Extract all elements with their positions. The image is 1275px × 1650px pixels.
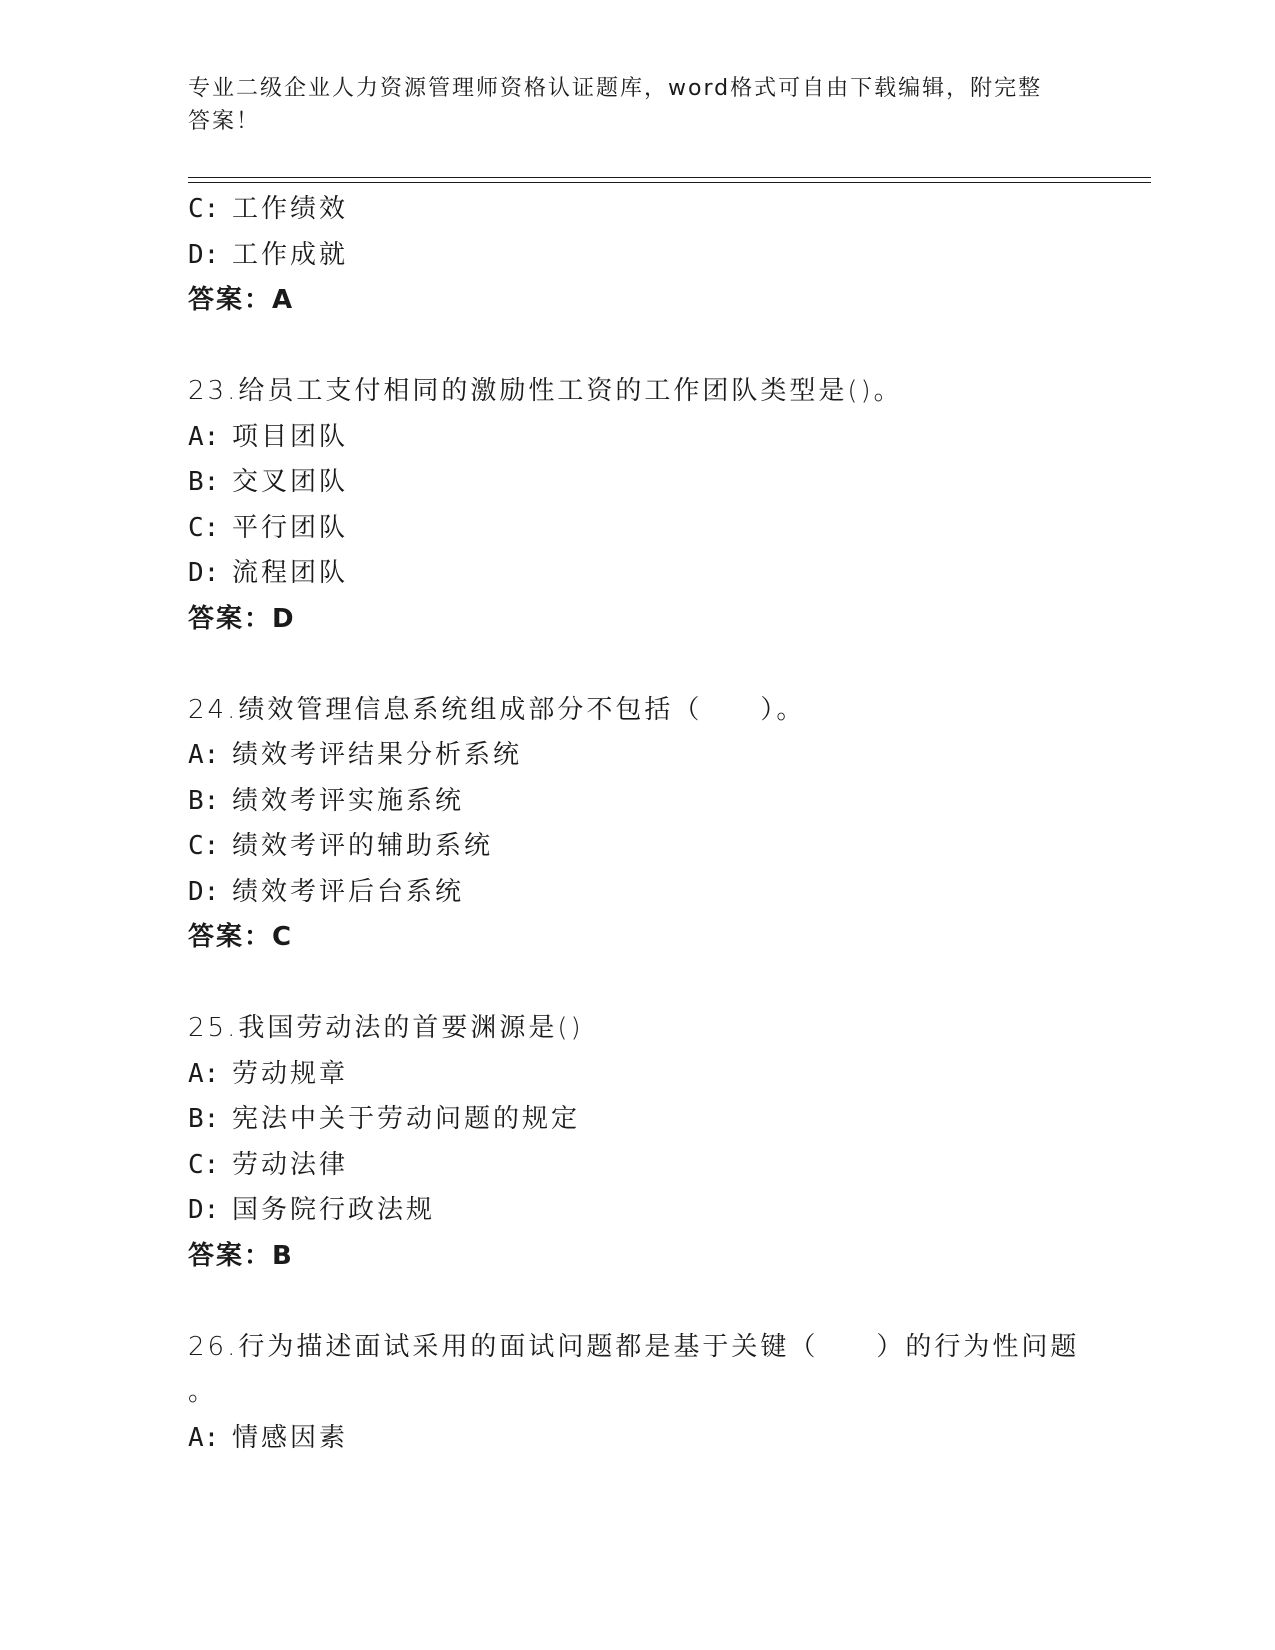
option-label: C: — [188, 512, 220, 543]
answer-line: 答案：A — [188, 285, 295, 315]
option-text: 流程团队 — [232, 558, 349, 588]
option-label: C: — [188, 1149, 220, 1180]
option-label: A: — [188, 1422, 220, 1453]
option-label: A: — [188, 1058, 220, 1089]
option-label: C: — [188, 194, 220, 224]
option-item — [188, 551, 1088, 597]
option-text: 劳动法律 — [232, 1149, 349, 1180]
header-line-2: 答案！ — [188, 109, 261, 134]
option-text: 绩效考评结果分析系统 — [232, 740, 523, 770]
option-item — [188, 1052, 1088, 1098]
option-label: D: — [188, 239, 220, 270]
option-item — [188, 824, 1088, 870]
option-text: 工作绩效 — [232, 194, 349, 224]
answer-line: 答案：C — [188, 922, 294, 952]
question-stem-continuation: 。 — [188, 1377, 218, 1407]
question-list — [188, 187, 1088, 1461]
option-item — [188, 415, 1088, 461]
option-text: 情感因素 — [232, 1422, 349, 1453]
option-item — [188, 1097, 1088, 1143]
question-stem: 25.我国劳动法的首要渊源是() — [188, 1013, 584, 1043]
question-stem: 23.给员工支付相同的激励性工资的工作团队类型是()。 — [188, 376, 903, 406]
option-label: A: — [188, 421, 220, 452]
option-text: 平行团队 — [232, 512, 349, 543]
option-text: 绩效考评的辅助系统 — [232, 831, 494, 861]
option-text: 绩效考评后台系统 — [232, 876, 465, 907]
option-label: B: — [188, 785, 220, 816]
option-item — [188, 870, 1088, 916]
option-item — [188, 1143, 1088, 1189]
option-item — [188, 506, 1088, 552]
option-text: 交叉团队 — [232, 467, 349, 497]
question-stem: 26.行为描述面试采用的面试问题都是基于关键（ ）的行为性问题 — [188, 1331, 1080, 1362]
option-label: B: — [188, 1104, 220, 1134]
option-item — [188, 233, 1088, 279]
option-label: C: — [188, 831, 220, 861]
option-label: A: — [188, 740, 220, 770]
option-text: 国务院行政法规 — [232, 1195, 436, 1225]
answer-line: 答案：D — [188, 603, 296, 634]
option-item — [188, 733, 1088, 779]
option-text: 绩效考评实施系统 — [232, 785, 465, 816]
option-item — [188, 187, 1088, 233]
option-item — [188, 460, 1088, 506]
option-text: 工作成就 — [232, 239, 349, 270]
option-label: D: — [188, 558, 220, 588]
option-label: D: — [188, 1195, 220, 1225]
answer-line: 答案：B — [188, 1240, 294, 1271]
document-header — [188, 72, 1088, 138]
option-label: D: — [188, 876, 220, 907]
option-text: 项目团队 — [232, 421, 349, 452]
option-text: 劳动规章 — [232, 1058, 349, 1089]
question-stem: 24.绩效管理信息系统组成部分不包括（ ）。 — [188, 694, 806, 725]
option-item — [188, 779, 1088, 825]
option-item — [188, 1188, 1088, 1234]
header-line-1: 专业二级企业人力资源管理师资格认证题库，word格式可自由下载编辑，附完整 — [188, 76, 1043, 101]
option-label: B: — [188, 467, 220, 497]
header-divider-top — [188, 177, 1151, 178]
option-item — [188, 1416, 1088, 1462]
header-divider-bottom — [188, 182, 1151, 183]
option-text: 宪法中关于劳动问题的规定 — [232, 1104, 581, 1134]
